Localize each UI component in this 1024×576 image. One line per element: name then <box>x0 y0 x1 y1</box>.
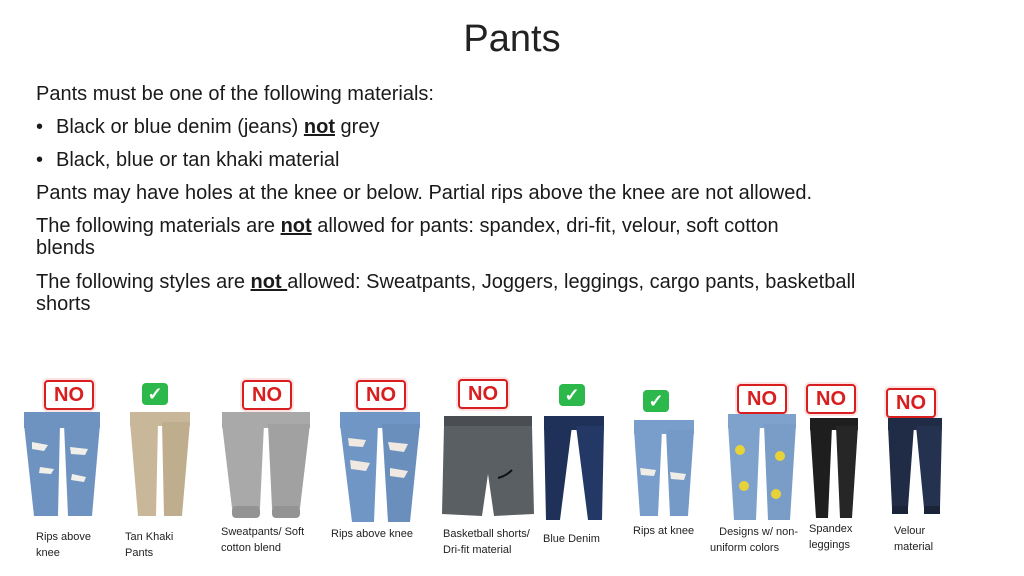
ripped-jeans-image <box>334 412 426 522</box>
caption-line: Dri-fit material <box>443 544 512 556</box>
no-badge-icon: NO <box>886 388 936 418</box>
sweatpants-image <box>218 412 314 520</box>
velour-pants-image <box>884 418 946 516</box>
caption-line: uniform colors <box>710 542 780 554</box>
bullet-khaki-text: Black, blue or tan khaki material <box>56 149 340 171</box>
rule-styles-wrap: shorts <box>36 293 91 315</box>
blue-denim-image <box>540 416 608 520</box>
rule-styles <box>36 270 855 294</box>
caption-line: leggings <box>809 539 850 551</box>
caption-line: Tan Khaki <box>125 531 174 543</box>
basketball-shorts-image <box>442 416 534 518</box>
emphasis-not: not <box>303 116 335 138</box>
rule-styles-text: The following styles are <box>36 271 251 293</box>
caption-line: Basketball shorts/ <box>443 528 530 540</box>
bullet-denim-text: Black or blue denim (jeans) <box>56 116 304 138</box>
caption-velour <box>894 523 933 555</box>
caption-rips-above-knee <box>36 529 91 561</box>
caption-spandex <box>809 521 852 553</box>
bullet-denim-tail: grey <box>334 116 380 138</box>
no-badge-icon: NO <box>356 380 406 410</box>
page-title: Pants <box>463 18 561 60</box>
no-badge-icon: NO <box>44 380 94 410</box>
no-badge-icon: NO <box>737 384 787 414</box>
bullet-dot: • <box>36 149 44 171</box>
rule-intro: Pants must be one of the following materials: <box>36 83 434 105</box>
rule-materials-tail: allowed for pants: spandex, dri-fit, velour, soft cotton <box>311 215 779 237</box>
checkmark-icon: ✓ <box>643 390 669 412</box>
caption-basketball-shorts <box>443 526 530 558</box>
rule-materials-text: The following materials are <box>36 215 281 237</box>
bullet-denim <box>36 115 379 139</box>
caption-rips-above-knee-2: Rips above knee <box>331 528 413 540</box>
khaki-pants-image <box>124 412 196 516</box>
ripped-jeans-image <box>20 412 104 516</box>
rule-materials-wrap: blends <box>36 237 95 259</box>
bullet-khaki <box>36 148 339 172</box>
emphasis-not: not <box>250 271 288 293</box>
caption-line: Pants <box>125 547 154 559</box>
no-badge-icon: NO <box>242 380 292 410</box>
patterned-jeans-image <box>724 414 800 520</box>
caption-line: Velour <box>894 525 926 537</box>
caption-sweatpants <box>221 524 304 556</box>
no-badge-icon: NO <box>458 379 508 409</box>
emphasis-not: not <box>280 215 312 237</box>
knee-ripped-jeans-image <box>628 420 700 516</box>
caption-line: cotton blend <box>221 542 281 554</box>
leggings-image <box>806 418 862 518</box>
bullet-dot: • <box>36 116 44 138</box>
caption-line: Spandex <box>809 523 853 535</box>
caption-blue-denim: Blue Denim <box>543 533 600 545</box>
caption-line: knee <box>36 547 60 559</box>
caption-rips-at-knee: Rips at knee <box>633 525 695 537</box>
rule-holes: Pants may have holes at the knee or below. Partial rips above the knee are not allowed. <box>36 182 813 204</box>
caption-line: Sweatpants/ Soft <box>221 526 305 538</box>
checkmark-icon: ✓ <box>559 384 585 406</box>
rule-materials <box>36 214 779 238</box>
caption-tan-khaki <box>125 529 173 561</box>
no-badge-icon: NO <box>806 384 856 414</box>
caption-line: material <box>894 541 934 553</box>
caption-line: Rips above <box>36 531 92 543</box>
caption-designs <box>710 524 798 556</box>
checkmark-icon: ✓ <box>142 383 168 405</box>
caption-line: Designs w/ non- <box>719 526 798 538</box>
rule-styles-tail: allowed: Sweatpants, Joggers, leggings, cargo pants, basketball <box>287 271 856 293</box>
